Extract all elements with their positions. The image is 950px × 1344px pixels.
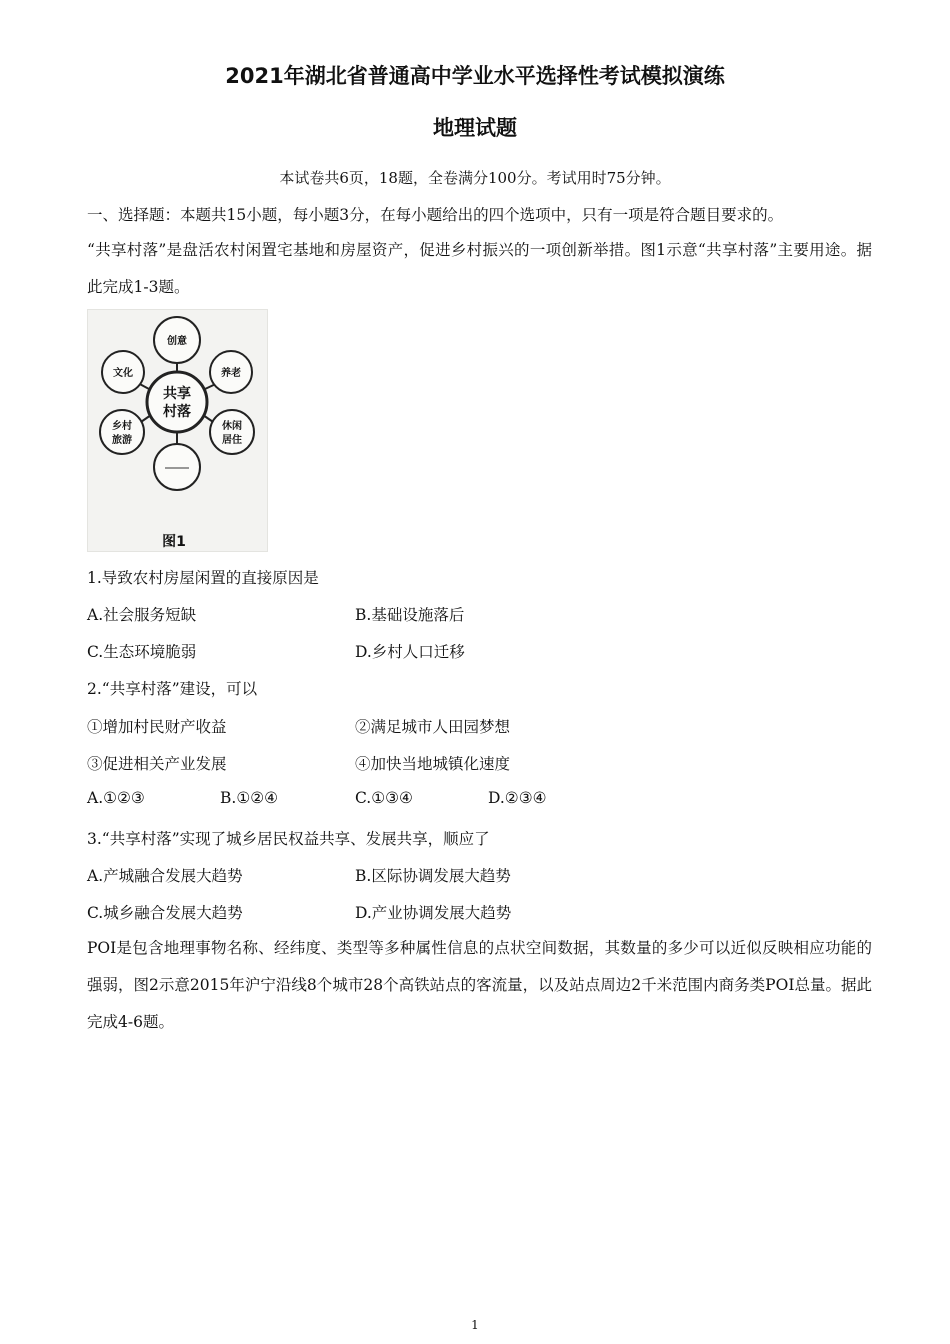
question-2-stem: 2.“共享村落”建设，可以 [87, 680, 258, 698]
node-left-lower-label-line1: 乡村 [112, 421, 132, 432]
node-left-upper-label: 文化 [113, 368, 133, 379]
figure-1-diagram [88, 310, 267, 551]
exam-subject-title: 地理试题 [433, 116, 517, 140]
question-2-option-b: B.①②④ [220, 789, 279, 807]
question-2-statement-3: ③促进相关产业发展 [87, 755, 227, 773]
exam-title: 2021年湖北省普通高中学业水平选择性考试模拟演练 [225, 64, 725, 88]
question-2-statement-1: ①增加村民财产收益 [87, 718, 227, 736]
node-right-lower-label-line1: 休闲 [222, 421, 242, 432]
node-right-lower-label-line2: 居住 [222, 435, 242, 446]
intro-paragraph-2: POI是包含地理事物名称、经纬度、类型等多种属性信息的点状空间数据，其数量的多少可以近似反映相应功能的强弱，图2示意2015年沪宁沿线8个城市28个高铁站点的客流量，以及站点周边2千米范围内商务类POI总量。据此完成4-6题。 [87, 939, 872, 1031]
intro-paragraph-1: “共享村落”是盘活农村闲置宅基地和房屋资产，促进乡村振兴的一项创新举措。图1示意“共享村落”主要用途。据此完成1-3题。 [87, 241, 872, 296]
question-2-statement-2: ②满足城市人田园梦想 [355, 718, 511, 736]
node-right-lower-circle [210, 410, 254, 454]
question-3-option-b: B.区际协调发展大趋势 [355, 867, 511, 885]
section-heading: 一、选择题：本题共15小题，每小题3分，在每小题给出的四个选项中，只有一项是符合题目要求的。 [87, 206, 784, 224]
question-3-option-a: A.产城融合发展大趋势 [87, 867, 243, 885]
node-top-label: 创意 [167, 336, 187, 347]
node-left-lower-circle [100, 410, 144, 454]
question-2-statement-4: ④加快当地城镇化速度 [355, 755, 511, 773]
center-label-line1: 共享 [163, 386, 191, 402]
center-circle [147, 372, 207, 432]
question-2-option-d: D.②③④ [488, 789, 547, 807]
question-1-option-c: C.生态环境脆弱 [87, 643, 197, 661]
question-1-option-d: D.乡村人口迁移 [355, 643, 465, 661]
figure-caption: 图1 [162, 534, 186, 550]
node-right-upper-label: 养老 [221, 368, 241, 379]
center-label-line2: 村落 [163, 404, 191, 420]
node-left-lower-label-line2: 旅游 [112, 435, 132, 446]
node-bottom-circle [154, 444, 200, 490]
question-1-option-b: B.基础设施落后 [355, 606, 465, 624]
question-2-option-c: C.①③④ [355, 789, 413, 807]
question-2-option-a: A.①②③ [87, 789, 145, 807]
exam-info: 本试卷共6页，18题，全卷满分100分。考试用时75分钟。 [279, 169, 671, 187]
page-number: 1 [471, 1318, 479, 1332]
question-1-option-a: A.社会服务短缺 [87, 606, 197, 624]
figure-1 [87, 309, 268, 552]
question-3-option-c: C.城乡融合发展大趋势 [87, 904, 243, 922]
question-3-stem: 3.“共享村落”实现了城乡居民权益共享、发展共享，顺应了 [87, 830, 490, 848]
question-1-stem: 1.导致农村房屋闲置的直接原因是 [87, 569, 319, 587]
question-3-option-d: D.产业协调发展大趋势 [355, 904, 512, 922]
